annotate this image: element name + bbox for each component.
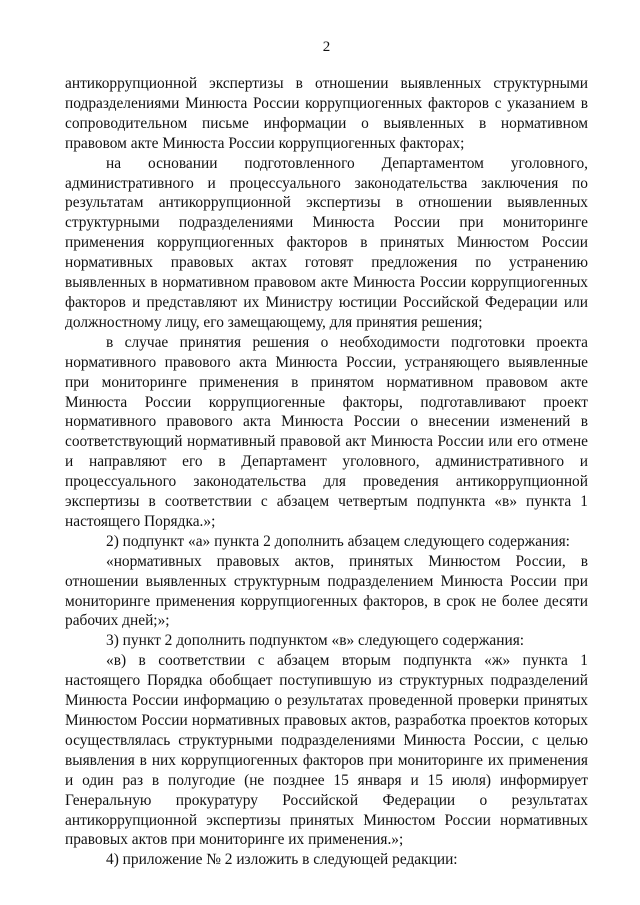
paragraph-3: в случае принятия решения о необходимости подготовки проекта нормативного правового акта Минюста России, устраняющего выявленные при мониторинге применения в принятом нормативном правовом акте Минюста России коррупциогенные факторы, подготавливают проект нормативного правового акта Минюста России о внесении изменений в соответствующий нормативный правовой акт Минюста России или его отмене и направляют его в Департамент уголовного, административного и процессуального законодательства для проведения антикоррупционной экспертизы в соответствии с абзацем четвертым подпункта «в» пункта 1 настоящего Порядка.»; (65, 333, 588, 530)
paragraph-7: «в) в соответствии с абзацем вторым подпункта «ж» пункта 1 настоящего Порядка обобщает поступившую из структурных подразделений Минюста России информацию о результатах проведенной проверки принятых Минюстом России нормативных правовых актов, разработка проектов которых осуществлялась структурными подразделениями Минюста России, с целью выявления в них коррупциогенных факторов при мониторинге их применения и один раз в полугодие (не позднее 15 января и 15 июля) информирует Генеральную прокуратуру Российской Федерации о результатах антикоррупционной экспертизы принятых Минюстом России нормативных правовых актов при мониторинге их применения.»; (65, 652, 588, 849)
page-number: 2 (322, 39, 331, 55)
paragraph-6: 3) пункт 2 дополнить подпунктом «в» следующего содержания: (106, 632, 525, 650)
paragraph-8: 4) приложение № 2 изложить в следующей редакции: (106, 851, 458, 869)
paragraph-5: «нормативных правовых актов, принятых Минюстом России, в отношении выявленных структурным подразделением Минюста России при мониторинге применения коррупциогенных факторов, в срок не более десяти рабочих дней;»; (65, 552, 588, 630)
document-body (65, 74, 588, 870)
paragraph-1: антикоррупционной экспертизы в отношении выявленных структурными подразделениями Минюста России коррупциогенных факторов с указанием в сопроводительном письме информации о выявленных в нормативном правовом акте Минюста России коррупциогенных факторах; (65, 75, 588, 152)
paragraph-4: 2) подпункт «а» пункта 2 дополнить абзацем следующего содержания: (106, 532, 570, 550)
paragraph-2: на основании подготовленного Департаментом уголовного, административного и процессуального законодательства заключения по результатам антикоррупционной экспертизы в отношении выявленных структурными подразделениями Минюста России при мониторинге применения коррупциогенных факторов в принятых Минюстом России нормативных правовых актах готовят предложения по устранению выявленных в нормативном правовом акте Минюста России коррупциогенных факторов и представляют их Министру юстиции Российской Федерации или должностному лицу, его замещающему, для принятия решения; (65, 154, 588, 331)
